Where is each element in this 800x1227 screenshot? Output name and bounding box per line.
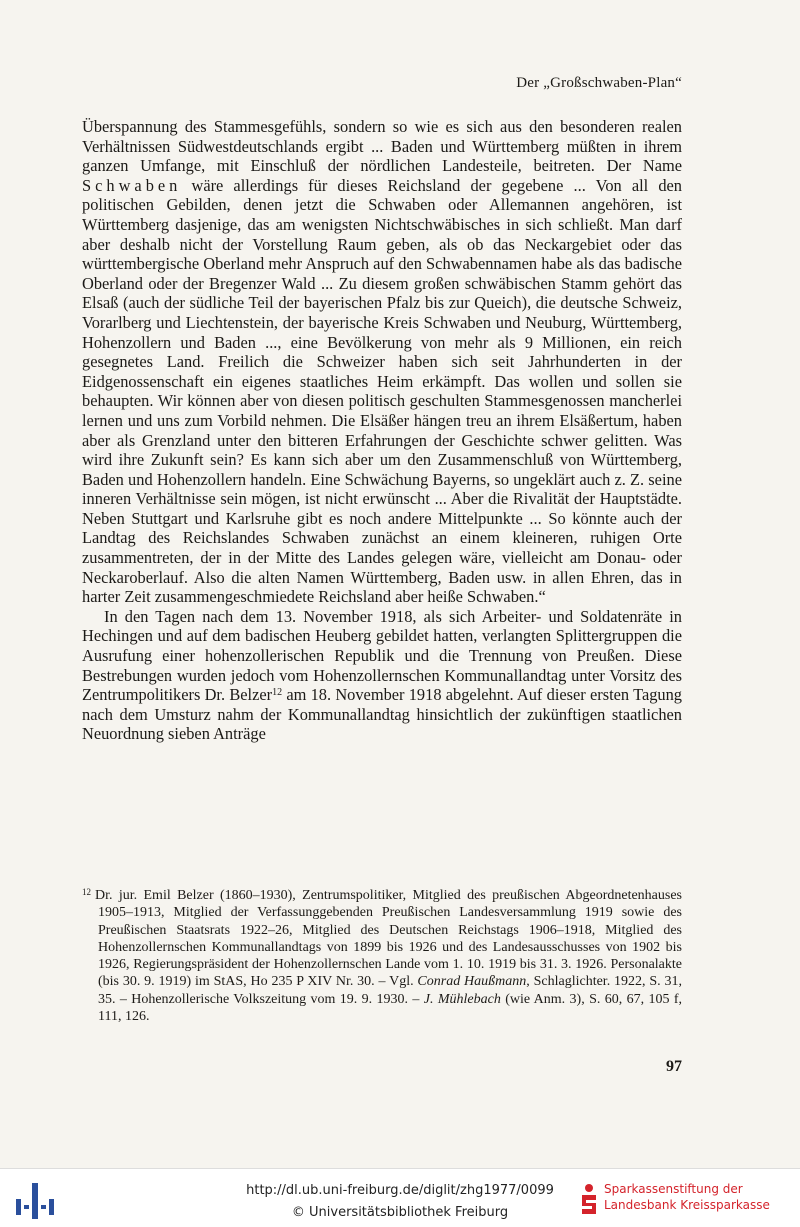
paragraph-quote: [82, 117, 682, 607]
para2-text-a: In den Tagen nach dem 13. November 1918, als sich Arbeiter- und Soldatenräte in Hechingen und auf dem badischen Heuberg gebildet hatten, verlangten Splittergruppen die Ausrufung einer hohenzollerischen Republik und die Trennung von Preußen. Diese Bestrebungen wurden jedoch vom Hohenzollernschen Kommunallandtag unter Vorsitz des Zentrumpolitikers Dr. Belzer: [82, 606, 682, 705]
footnote-number: 12: [82, 887, 91, 897]
footnote-author-muehlebach: J. Mühlebach: [423, 991, 501, 1007]
para1-spaced-word: Schwaben: [82, 175, 182, 195]
footnotes: [82, 884, 682, 1025]
footnote-text-c: (wie Anm. 3), S. 60, 67, 105 f, 111, 126.: [98, 991, 682, 1025]
page-number: 97: [666, 1058, 682, 1075]
para1-text-a: Überspannung des Stammesgefühls, sondern so wie es sich aus den besonderen realen Verhältnissen Südwestdeutschlands ergibt ... Baden und Württemberg müßten in ihrem ganzen Umfange, mit Einschluß der nördlichen Landesteile, beitreten. Der Name: [82, 117, 682, 176]
running-head: Der „Großschwaben-Plan“: [516, 75, 682, 91]
sponsor-line-2: Landesbank Kreissparkasse: [604, 1198, 770, 1212]
document-url-link[interactable]: http://dl.ub.uni-freiburg.de/diglit/zhg1977/0099: [246, 1183, 554, 1198]
sponsor-line-1: Sparkassenstiftung der: [604, 1182, 743, 1196]
sponsor-block[interactable]: [580, 1181, 790, 1221]
main-text: [82, 117, 682, 744]
footnote-text-a: Dr. jur. Emil Belzer (1860–1930), Zentrumspolitiker, Mitglied des preußischen Abgeordnetenhauses 1905–1913, Mitglied der Verfassunggebenden Preußischen Landesversammlung 1919 sowie des Preußischen Staatsrats 1922–26, Mitglied des Deutschen Reichstags 1906–1918, Mitglied des Hohenzollernschen Kommunallandtags von 1899 bis 1926 und des Landesausschusses von 1902 bis 1926, Regierungspräsident der Hohenzollernschen Lande vom 1. 10. 1919 bis 31. 3. 1926. Personalakte (bis 30. 9. 1919) im StAS, Ho 235 P XIV Nr. 30. – Vgl.: [95, 888, 682, 990]
paragraph-november: [82, 607, 682, 744]
footnote-text-b: , Schlaglichter. 1922, S. 31, 35. – Hohenzollerische Volkszeitung vom 19. 9. 1930. –: [98, 974, 682, 1007]
para1-text-b: wäre allerdings für dieses Reichsland der gegebene ... Von all den politischen Gebilden, denen jetzt die Schwaben oder Allemannen angehören, ist Württemberg dasjenige, das am wenigsten Nichtschwäbisches in sich schließt. Man darf aber deshalb nicht der Vorstellung Raum geben, als ob das Neckargebiet oder das württembergische Oberland mehr Anspruch auf den Schwabennamen habe als das badische Oberland oder der Bregenzer Wald ... Zu diesem großen schwäbischen Stamm gehört das Elsaß (auch der südliche Teil der bayerischen Pfalz bis zur Queich), die deutsche Schweiz, Vorarlberg und Liechtenstein, der bayerische Kreis Schwaben und Neuburg, Württemberg, Hohenzollern und Baden ..., eine Bevölkerung von mehr als 9 Millionen, ein reich gesegnetes Land. Freilich die Schweizer haben sich seit Jahrhunderten in der Eidgenossenschaft ein eigenes staatliches Heim erkämpft. Das wollen und sollen sie behaupten. Wir können aber von diesen politisch geschulten Stammesgenossen mancherlei lernen und uns zum Vorbild nehmen. Die Elsäßer hängen treu an ihrem Elsäßertum, haben aber als Grenzland unter den bitteren Erfahrungen der Geschichte schwer gelitten. Was wird ihre Zukunft sein? Es kann sich aber um den Zusammenschluß von Württemberg, Baden und Hohenzollern handeln. Eine Schwächung Bayerns, so ungeklärt auch z. Z. seine inneren Verhältnisse sein mögen, ist nicht erwünscht ... Aber die Rivalität der Hauptstädte. Neben Stuttgart und Karlsruhe gibt es noch andere Mittelpunkte ... So könnte auch der Landtag des Reichslandes Schwaben zunächst an einem kleineren, ruhigen Orte zusammentreten, der in der Mitte des Landes gelegen wäre, vielleicht am Donau- oder Neckaroberlauf. Also die alten Namen Württemberg, Baden usw. in allen Ehren, das in harter Zeit zusammengeschmiedete Reichsland aber heiße Schwaben.“: [82, 175, 682, 607]
footnote-12: [82, 884, 682, 1025]
footnote-reference-12[interactable]: 12: [272, 687, 283, 699]
copyright-notice: © Universitätsbibliothek Freiburg: [291, 1205, 509, 1220]
sparkasse-logo-icon: [580, 1183, 598, 1217]
para2-text-b: am 18. November 1918 abgelehnt. Auf dieser ersten Tagung nach dem Umsturz nahm der Kommunallandtag hinsichtlich der zukünftigen staatlichen Neuordnung sieben Anträge: [82, 685, 682, 744]
footer-bar: [0, 1168, 800, 1227]
footnote-author-hausmann: Conrad Haußmann: [417, 974, 527, 990]
sponsor-text: [604, 1181, 794, 1213]
